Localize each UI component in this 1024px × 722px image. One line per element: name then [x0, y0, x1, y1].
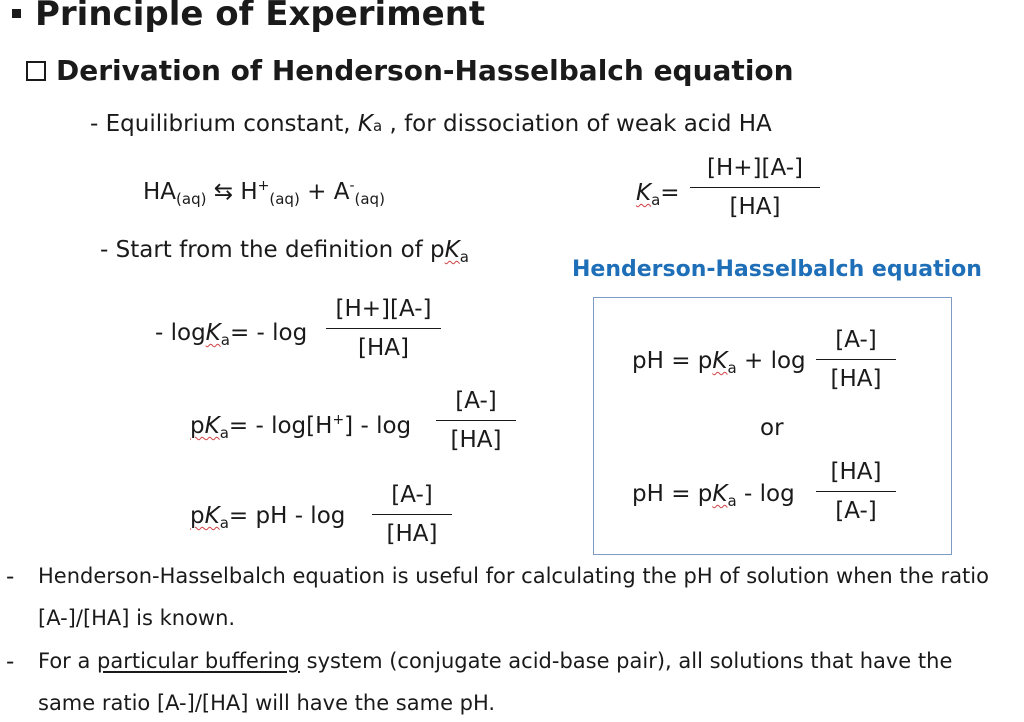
hh1-a: a: [727, 359, 737, 377]
ka-definition-fraction: [690, 155, 820, 220]
deriv1-k: K: [205, 320, 221, 346]
fraction-bar: [816, 491, 896, 492]
page-title: [12, 0, 485, 34]
fraction-bar: [326, 328, 441, 329]
pka-intro-text: - Start from the definition of p: [100, 237, 445, 263]
fraction-numerator: [HA]: [830, 459, 882, 485]
hh-or-label: or: [760, 415, 784, 441]
reaction-aq-3: (aq): [354, 190, 385, 208]
ka-def-a: a: [651, 191, 661, 209]
reaction-a: A: [333, 179, 350, 205]
note-2-line-1-a: For a: [38, 649, 98, 673]
derivation-2-fraction: [436, 388, 516, 453]
derivation-line-1: [155, 320, 307, 349]
note-2-line-1-b: system (conjugate acid-base pair), all solutions that have the: [299, 649, 953, 673]
deriv3-eq: = pH - log: [228, 503, 346, 529]
deriv2-k: K: [204, 413, 220, 439]
deriv3-k: K: [204, 503, 220, 529]
hh1-op: + log: [736, 348, 806, 374]
deriv2-charge: +: [332, 412, 345, 428]
hh-equation-2: [632, 481, 795, 510]
note-1-line-1: Henderson-Hasselbalch equation is useful for calculating the pH of solution when the ratio: [38, 564, 989, 588]
fraction-bar: [690, 187, 820, 188]
fraction-denominator: [HA]: [386, 521, 438, 547]
hh1-left: pH = p: [632, 348, 713, 374]
ka-def-k: K: [636, 180, 652, 206]
deriv2-p: p: [190, 413, 205, 439]
hh2-left: pH = p: [632, 481, 713, 507]
hh-equation-2-fraction: [816, 459, 896, 524]
fraction-denominator: [HA]: [830, 366, 882, 392]
ka-definition-lhs: [636, 180, 680, 209]
fraction-bar: [436, 420, 516, 421]
reaction-a-charge: -: [349, 178, 355, 194]
fraction-denominator: [A-]: [835, 498, 877, 524]
fraction-numerator: [H+][A-]: [335, 296, 432, 322]
reaction-aq-2: (aq): [269, 190, 300, 208]
hh-equation-1: [632, 348, 806, 377]
ka-desc-k: K: [357, 111, 373, 137]
equilibrium-arrow-icon: ⇆: [213, 179, 234, 205]
derivation-3-fraction: [372, 482, 452, 547]
deriv3-a: a: [219, 514, 229, 532]
deriv1-left: - log: [155, 320, 206, 346]
checkbox-icon: [26, 61, 46, 81]
ka-desc-suffix: , for dissociation of weak acid HA: [382, 111, 772, 137]
pka-intro-k: K: [444, 237, 460, 263]
note-1-line-2: [A-]/[HA] is known.: [38, 606, 236, 630]
fraction-numerator: [A-]: [391, 482, 433, 508]
page-title-text: Principle of Experiment: [35, 0, 486, 34]
section-heading: [26, 54, 794, 87]
dissociation-reaction: [143, 178, 385, 208]
section-heading-text: Derivation of Henderson-Hasselbalch equation: [56, 54, 794, 87]
deriv1-eq: = - log: [229, 320, 308, 346]
note-2-dash: -: [6, 649, 15, 675]
fraction-denominator: [HA]: [729, 194, 781, 220]
pka-intro: [100, 237, 469, 266]
fraction-bar: [816, 359, 896, 360]
note-2-underlined: particular buffering: [97, 649, 300, 673]
hh2-op: - log: [736, 481, 795, 507]
square-bullet-icon: [12, 9, 21, 18]
note-1-dash: -: [6, 564, 15, 590]
deriv1-a: a: [220, 331, 230, 349]
fraction-numerator: [H+][A-]: [707, 155, 803, 181]
reaction-plus: +: [307, 179, 327, 205]
hh2-k: K: [712, 481, 728, 507]
reaction-aq-1: (aq): [176, 190, 207, 208]
deriv2-mid: ] - log: [344, 413, 412, 439]
note-2-line-2: same ratio [A-]/[HA] will have the same pH.: [38, 691, 496, 715]
fraction-denominator: [HA]: [358, 335, 409, 361]
ka-desc-a: a: [372, 117, 383, 135]
ka-desc-prefix: - Equilibrium constant,: [90, 111, 358, 137]
hh1-k: K: [712, 348, 728, 374]
fraction-numerator: [A-]: [835, 327, 877, 353]
pka-intro-a: a: [459, 248, 469, 266]
reaction-h-charge: +: [257, 178, 270, 194]
derivation-line-3: [190, 503, 345, 532]
hh2-a: a: [727, 492, 737, 510]
reaction-ha: HA: [143, 179, 177, 205]
hh-equation-1-fraction: [816, 327, 896, 392]
ka-def-eq: =: [660, 180, 680, 206]
reaction-h: H: [240, 179, 258, 205]
derivation-line-2: [190, 412, 411, 442]
fraction-denominator: [HA]: [450, 427, 502, 453]
note-2-line-1: [38, 649, 952, 673]
hh-equation-title: Henderson-Hasselbalch equation: [572, 257, 982, 282]
ka-description: [90, 111, 772, 137]
fraction-numerator: [A-]: [455, 388, 497, 414]
fraction-bar: [372, 514, 452, 515]
deriv3-p: p: [190, 503, 205, 529]
derivation-1-fraction: [326, 296, 441, 361]
deriv2-a: a: [219, 424, 229, 442]
deriv2-eq: = - log[H: [228, 413, 333, 439]
